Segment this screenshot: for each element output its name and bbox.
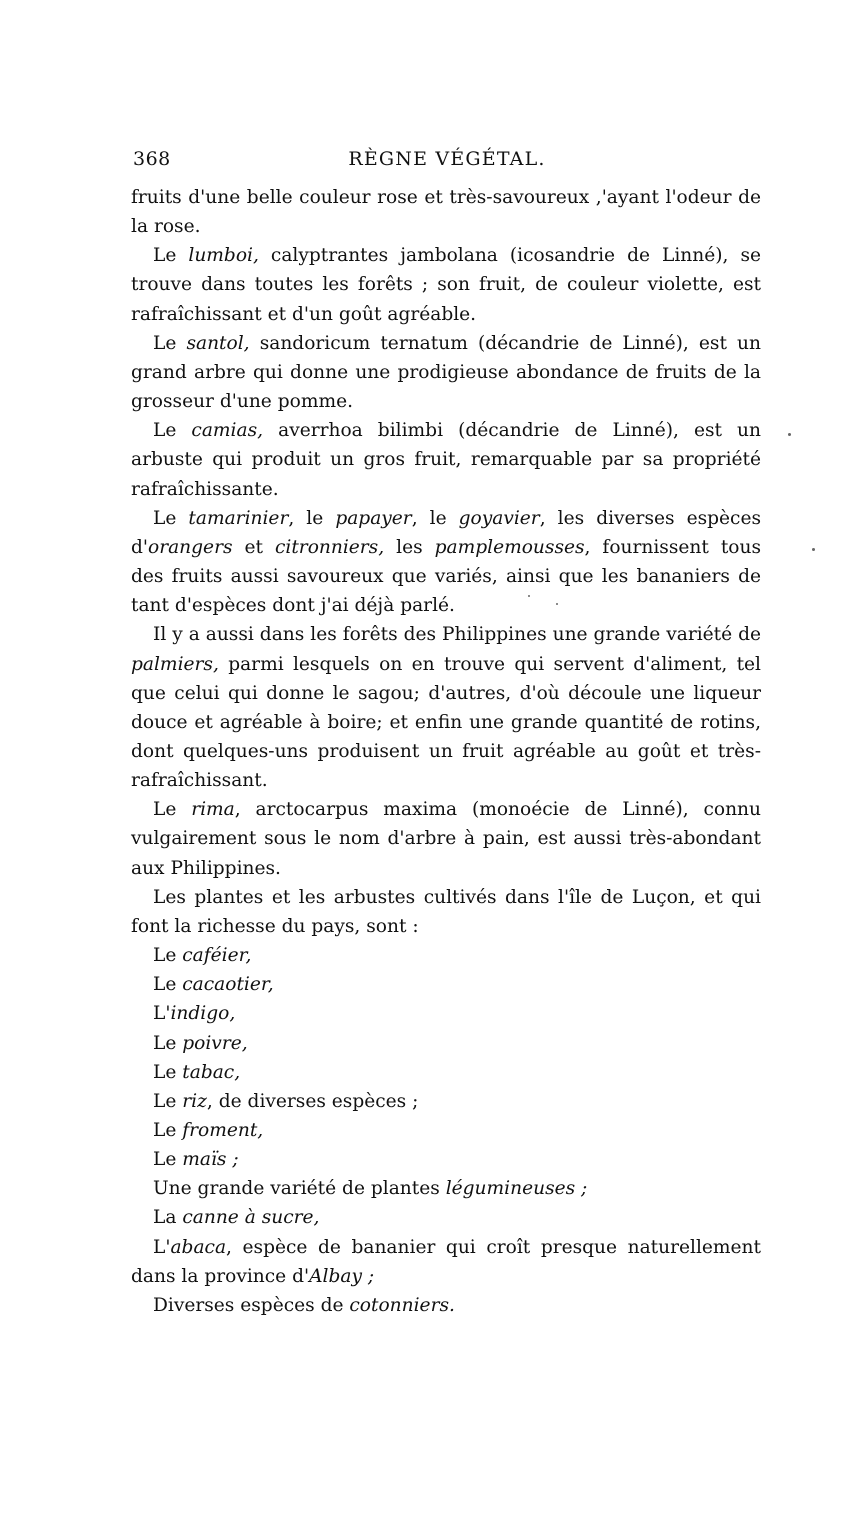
text-run: L'	[153, 1236, 171, 1258]
italic-term: cacaotier,	[182, 974, 274, 996]
text-run: La	[153, 1207, 183, 1229]
italic-term: goyavier	[458, 507, 540, 529]
text-run: , espèce de bananier qui croît presque naturellement dans la province d'	[131, 1236, 761, 1287]
text-run: fruits d'une belle couleur rose et très-savoureux ,'ayant l'odeur de la rose.	[131, 187, 761, 238]
list-item	[131, 941, 761, 970]
text-run: , arctocarpus maxima (monoécie de Linné), connu vulgairement sous le nom d'arbre à pain, est aussi très-abondant aux Philippines.	[131, 799, 762, 879]
list-item	[131, 1145, 761, 1174]
print-speck	[528, 595, 530, 597]
text-run: , fournissent tous des fruits aussi savoureux que variés, ainsi que les bananiers de tant d'espèces dont j'ai déjà parlé.	[131, 536, 762, 617]
running-header	[133, 148, 761, 178]
list-item	[131, 1087, 761, 1116]
italic-term: pamplemousses	[434, 536, 585, 558]
paragraph-palmiers	[131, 620, 761, 795]
text-run: , le	[411, 507, 459, 529]
paragraph-fruit-trees	[131, 504, 761, 621]
list-item	[131, 1203, 761, 1232]
text-run: Le	[153, 799, 192, 821]
italic-term: abaca	[170, 1236, 227, 1258]
italic-term: Albay ;	[309, 1265, 375, 1287]
text-run: Le	[153, 1149, 183, 1171]
print-speck	[788, 433, 791, 436]
list-item	[131, 970, 761, 999]
italic-term: canne à sucre,	[182, 1207, 320, 1229]
text-run: L'	[153, 1003, 171, 1025]
list-item	[131, 1174, 761, 1203]
italic-term: riz	[182, 1090, 207, 1112]
text-run: , les diverses espèces d'	[131, 507, 761, 558]
list-item	[131, 1291, 761, 1320]
italic-term: santol,	[186, 332, 250, 354]
text-run: Les plantes et les arbustes cultivés dans l'île de Luçon, et qui font la richesse du pays, sont :	[131, 886, 761, 937]
print-speck	[556, 603, 558, 605]
text-run: Le	[153, 945, 183, 967]
italic-term: indigo,	[170, 1003, 236, 1025]
list-item	[131, 1116, 761, 1145]
text-run: parmi lesquels on en trouve qui servent d'aliment, tel que celui qui donne le sagou; d'autres, d'où découle une liqueur douce et agréable à boire; et enfin une grande quantité de rotins, dont quelques-uns produisent un fruit agréable au goût et très-rafraîchissant.	[131, 653, 761, 792]
italic-term: palmiers,	[131, 653, 219, 675]
italic-term: lumboi,	[188, 245, 259, 267]
text-run: Le	[153, 1061, 183, 1083]
list-item	[131, 1029, 761, 1058]
italic-term: camias,	[191, 420, 264, 442]
text-run: Le	[153, 1120, 183, 1141]
italic-term: orangers	[148, 536, 233, 558]
text-run: Le	[153, 420, 192, 442]
paragraph-santol	[131, 329, 761, 416]
text-run: , de diverses espèces ;	[206, 1090, 419, 1112]
italic-term: poivre,	[182, 1032, 248, 1054]
italic-term: papayer	[335, 507, 412, 529]
italic-term: rima	[191, 799, 235, 821]
running-head-title: RÈGNE VÉGÉTAL.	[348, 148, 546, 170]
text-run: Le	[153, 507, 189, 529]
list-item	[131, 1058, 761, 1087]
paragraph-camias	[131, 416, 761, 503]
page-number: 368	[133, 148, 171, 170]
text-run: Le	[153, 332, 187, 354]
text-run: sandoricum ternatum (décandrie de Linné), est un grand arbre qui donne une prodigieuse abondance de fruits de la grosseur d'une pomme.	[131, 332, 761, 413]
text-run: Le	[153, 245, 189, 267]
print-speck	[812, 548, 815, 551]
italic-term: tamarinier	[188, 507, 289, 529]
italic-term: cotonniers.	[349, 1294, 455, 1316]
italic-term: froment,	[182, 1120, 264, 1141]
paragraph-rima	[131, 795, 761, 882]
text-run: averrhoa bilimbi (décandrie de Linné), est un arbuste qui produit un gros fruit, remarquable par sa propriété rafraîchissante.	[131, 420, 761, 500]
paragraph-lumboi	[131, 241, 761, 328]
page-body	[131, 183, 761, 1320]
text-run: Une grande variété de plantes	[153, 1178, 446, 1200]
paragraph-cultivated-plants	[131, 883, 761, 941]
text-run: Le	[153, 1090, 183, 1112]
italic-term: caféier,	[182, 945, 252, 967]
italic-term: maïs ;	[182, 1149, 239, 1171]
italic-term: légumineuses ;	[445, 1178, 588, 1200]
text-run: et	[232, 536, 275, 558]
italic-term: citronniers,	[274, 536, 385, 558]
italic-term: tabac,	[182, 1061, 241, 1083]
text-run: les	[384, 536, 435, 558]
text-run: Le	[153, 1032, 183, 1054]
text-run: , le	[288, 507, 336, 529]
list-item	[131, 1233, 761, 1291]
text-run: calyptrantes jambolana (icosandrie de Linné), se trouve dans toutes les forêts ; son fruit, de couleur violette, est rafraîchissant et d'un goût agréable.	[131, 245, 761, 325]
cultivated-plants-list	[131, 941, 761, 1320]
list-item	[131, 999, 761, 1028]
text-run: Diverses espèces de	[153, 1294, 350, 1316]
paragraph-continuation	[131, 183, 761, 241]
text-run: Le	[153, 974, 183, 996]
text-run: Il y a aussi dans les forêts des Philippines une grande variété de	[153, 624, 761, 646]
